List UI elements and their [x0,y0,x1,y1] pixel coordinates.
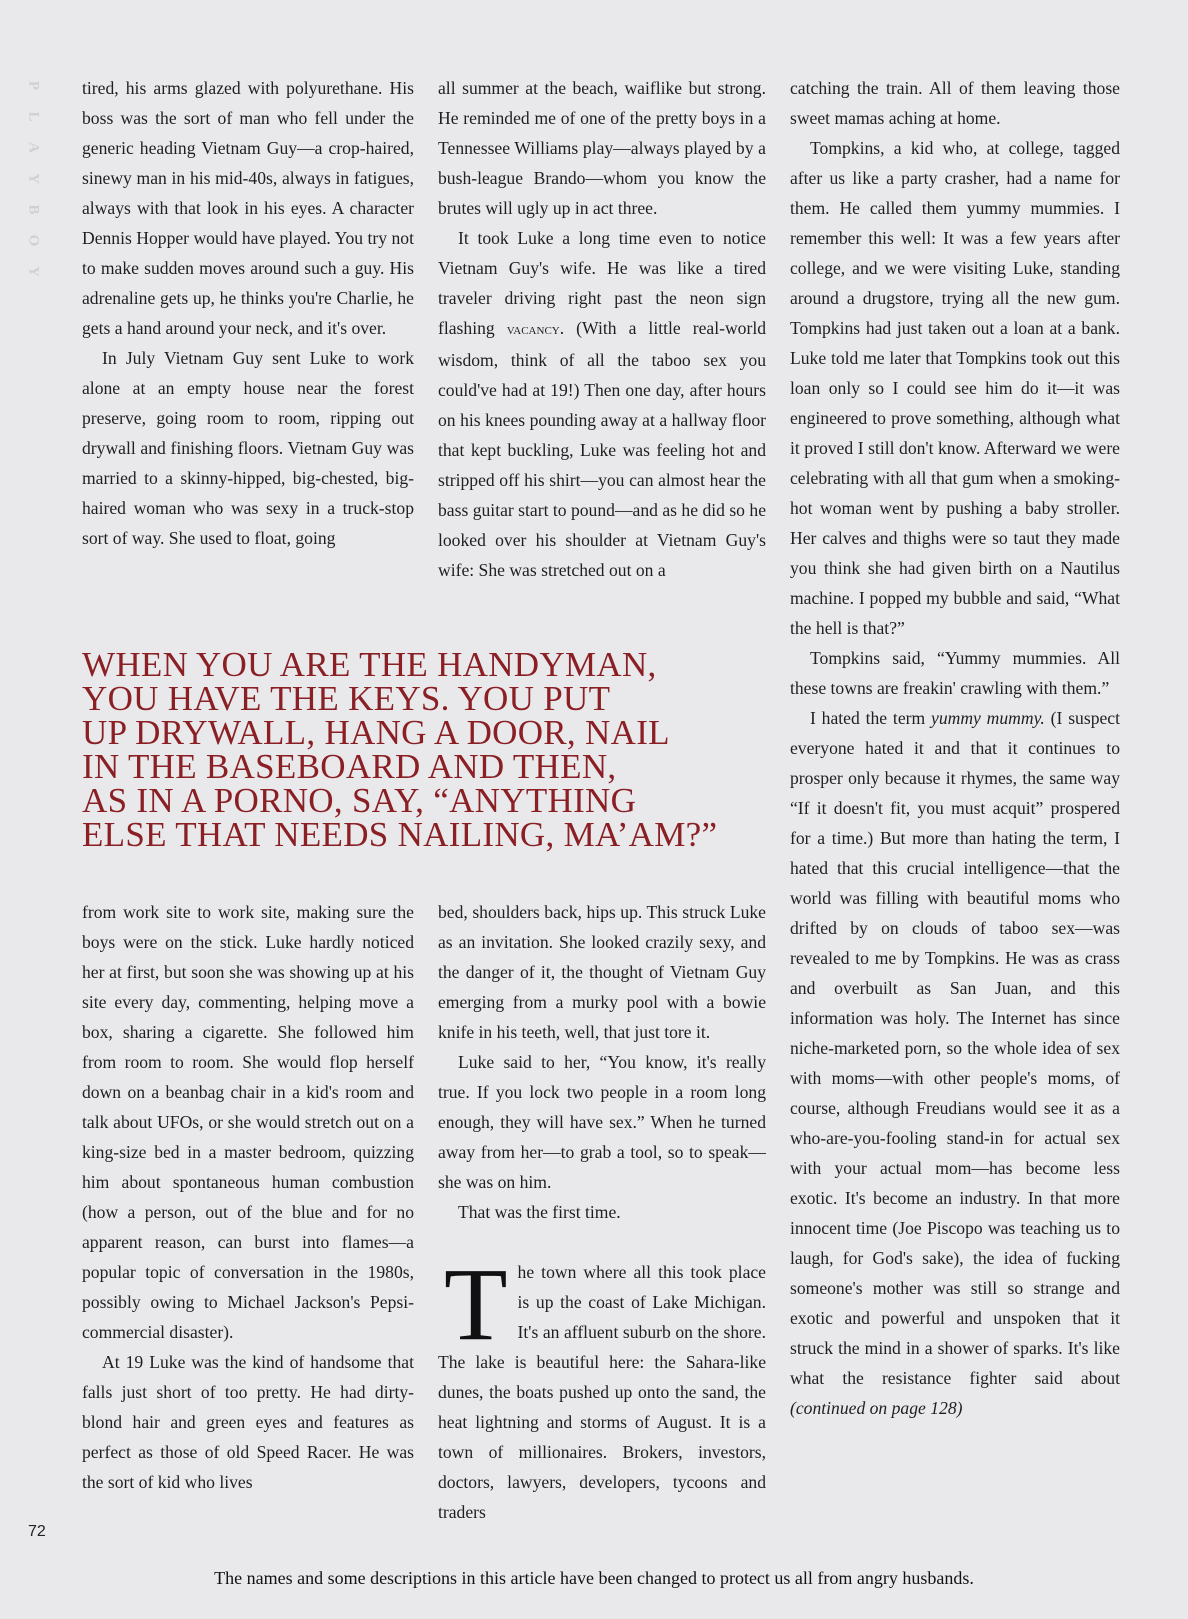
paragraph: catching the train. All of them leaving those sweet mamas aching at home. [790,78,1120,128]
text-run: I hated the term [810,708,926,728]
paragraph [790,703,1120,1423]
text-run: . (With a little real-world wisdom, think of all the taboo sex you could've had at 19!) Then one day, after hours on his knees pounding away at a hallway floor that kept buckling, Luke was feeling hot and stripped off his shirt—you can almost hear the bass guitar start to pound—and as he did so he looked over his shoulder at Vietnam Guy's wife: She was stretched out on a [438,318,767,580]
drop-cap: T [444,1247,508,1362]
paragraph [438,223,766,585]
paragraph: In July Vietnam Guy sent Luke to work alone at an empty house near the forest preserve, going room to room, ripping out drywall and finishing floors. Vietnam Guy was married to a skinny-hipped, big-chested, big-haired woman who was sexy in a truck-stop sort of way. She used to float, going [82,348,414,548]
paragraph: Tompkins, a kid who, at college, tagged after us like a party crasher, had a name for them. He called them yummy mummies. I remember this well: It was a few years after college, and we were visiting Luke, standing around a drugstore, trying all the new gum. Tompkins had just taken out a loan at a bank. Luke told me later that Tompkins took out this loan only so I could see him do it—it was engineered to prove something, although what it proved I still don't know. Afterward we were celebrating with all that gum when a smoking-hot woman went by pushing a baby stroller. Her calves and thighs were so taut they made you think she had given birth on a Nautilus machine. I popped my bubble and said, “What the hell is that?” [790,138,1120,638]
pull-quote [82,645,782,854]
running-head-letter: L [25,111,42,122]
running-head-letter: O [25,234,42,247]
text-run: (I suspect everyone hated it and that it continues to prosper only because it rhymes, the same way “If it doesn't fit, you must acquit” prospered for a time.) But more than hating the term, I hated that this crucial intelligence—that the world was filling with beautiful moms who drifted by on clouds of taboo sex—was revealed to me by Tompkins. He was as crass and overbuilt as San Juan, and this information was holy. The Internet has since niche-marketed porn, so the whole idea of sex with moms—with other people's moms, of course, although Freudians would see it as a who-are-you-fooling stand-in for actual sex with your actual mom—has become less exotic. It's become an industry. In that more innocent time (Joe Piscopo was teaching us to laugh, for God's sake), the idea of fucking someone's mother was still so strange and exotic and powerful and unspoken that it struck the mind in a shower of sparks. It's like what the resistance fighter said about [790,708,1120,1388]
column-1-top [82,73,414,553]
column-2-top [438,73,766,585]
paragraph: Luke said to her, “You know, it's really true. If you lock two people in a room long enough, they will have sex.” When he turned away from her—to grab a tool, so to speak—she was on him. [438,1052,766,1192]
running-head-letter: Y [25,266,42,277]
running-head-letter: A [25,142,42,153]
paragraph: That was the first time. [458,1202,621,1222]
column-3 [790,73,1120,1423]
dropcap-paragraph [438,1247,766,1527]
pull-quote-line: AS IN A PORNO, SAY, “ANYTHING [82,781,637,820]
page-number: 72 [28,1523,46,1540]
paragraph: bed, shoulders back, hips up. This struck Luke as an invitation. She looked crazily sexy, and the danger of it, the thought of Vietnam Guy emerging from a murky pool with a bowie knife in his teeth, well, that just tore it. [438,902,766,1042]
column-2-bottom [438,897,766,1527]
pull-quote-line: WHEN YOU ARE THE HANDYMAN, [82,645,657,684]
text-run: It took Luke a long time even to notice Vietnam Guy's wife. He was like a tired traveler driving right past the neon sign flashing [438,228,766,338]
footnote: The names and some descriptions in this article have been changed to protect us all from angry husbands. [214,1568,974,1588]
italic-term: yummy mummy. [931,708,1045,728]
paragraph: Tompkins said, “Yummy mummies. All these towns are freakin' crawling with them.” [790,648,1120,698]
paragraph: At 19 Luke was the kind of handsome that falls just short of too pretty. He had dirty-blond hair and green eyes and features as perfect as those of old Speed Racer. He was the sort of kid who lives [82,1352,414,1492]
pull-quote-line: IN THE BASEBOARD AND THEN, [82,747,617,786]
paragraph: all summer at the beach, waiflike but strong. He reminded me of one of the pretty boys in a Tennessee Williams play—always played by a bush-league Brando—whom you know the brutes will ugly up in act three. [438,78,766,218]
vacancy-small-caps: vacancy [506,322,560,338]
running-head-letter: B [25,204,42,215]
column-1-bottom [82,897,414,1497]
running-head [22,70,44,287]
pull-quote-line: UP DRYWALL, HANG A DOOR, NAIL [82,713,670,752]
continued-note: (continued on page 128) [790,1398,963,1418]
running-head-letter: Y [25,173,42,184]
paragraph: from work site to work site, making sure the boys were on the stick. Luke hardly noticed her at first, but soon she was showing up at his site every day, commenting, helping move a box, sharing a cigarette. She followed him from room to room. She would flop herself down on a beanbag chair in a kid's room and talk about UFOs, or she would stretch out on a king-size bed in a master bedroom, quizzing him about spontaneous human combustion (how a person, out of the blue and for no apparent reason, can burst into flames—a popular topic of conversation in the 1980s, possibly owing to Michael Jackson's Pepsi-commercial disaster). [82,902,414,1342]
pull-quote-line: ELSE THAT NEEDS NAILING, MA’AM?” [82,815,718,854]
running-head-letter: P [25,80,42,91]
paragraph: he town where all this took place is up the coast of Lake Michigan. It's an affluent suburb on the shore. The lake is beautiful here: the Sahara-like dunes, the boats pushed up onto the sand, the heat lightning and storms of August. It is a town of millionaires. Brokers, investors, doctors, lawyers, developers, tycoons and traders [438,1262,766,1522]
paragraph: tired, his arms glazed with polyurethane. His boss was the sort of man who fell under the generic heading Vietnam Guy—a crop-haired, sinewy man in his mid-40s, always in fatigues, always with that look in his eyes. A character Dennis Hopper would have played. You try not to make sudden moves around such a guy. His adrenaline gets up, he thinks you're Charlie, he gets a hand around your neck, and it's over. [82,78,414,338]
pull-quote-line: YOU HAVE THE KEYS. YOU PUT [82,679,611,718]
